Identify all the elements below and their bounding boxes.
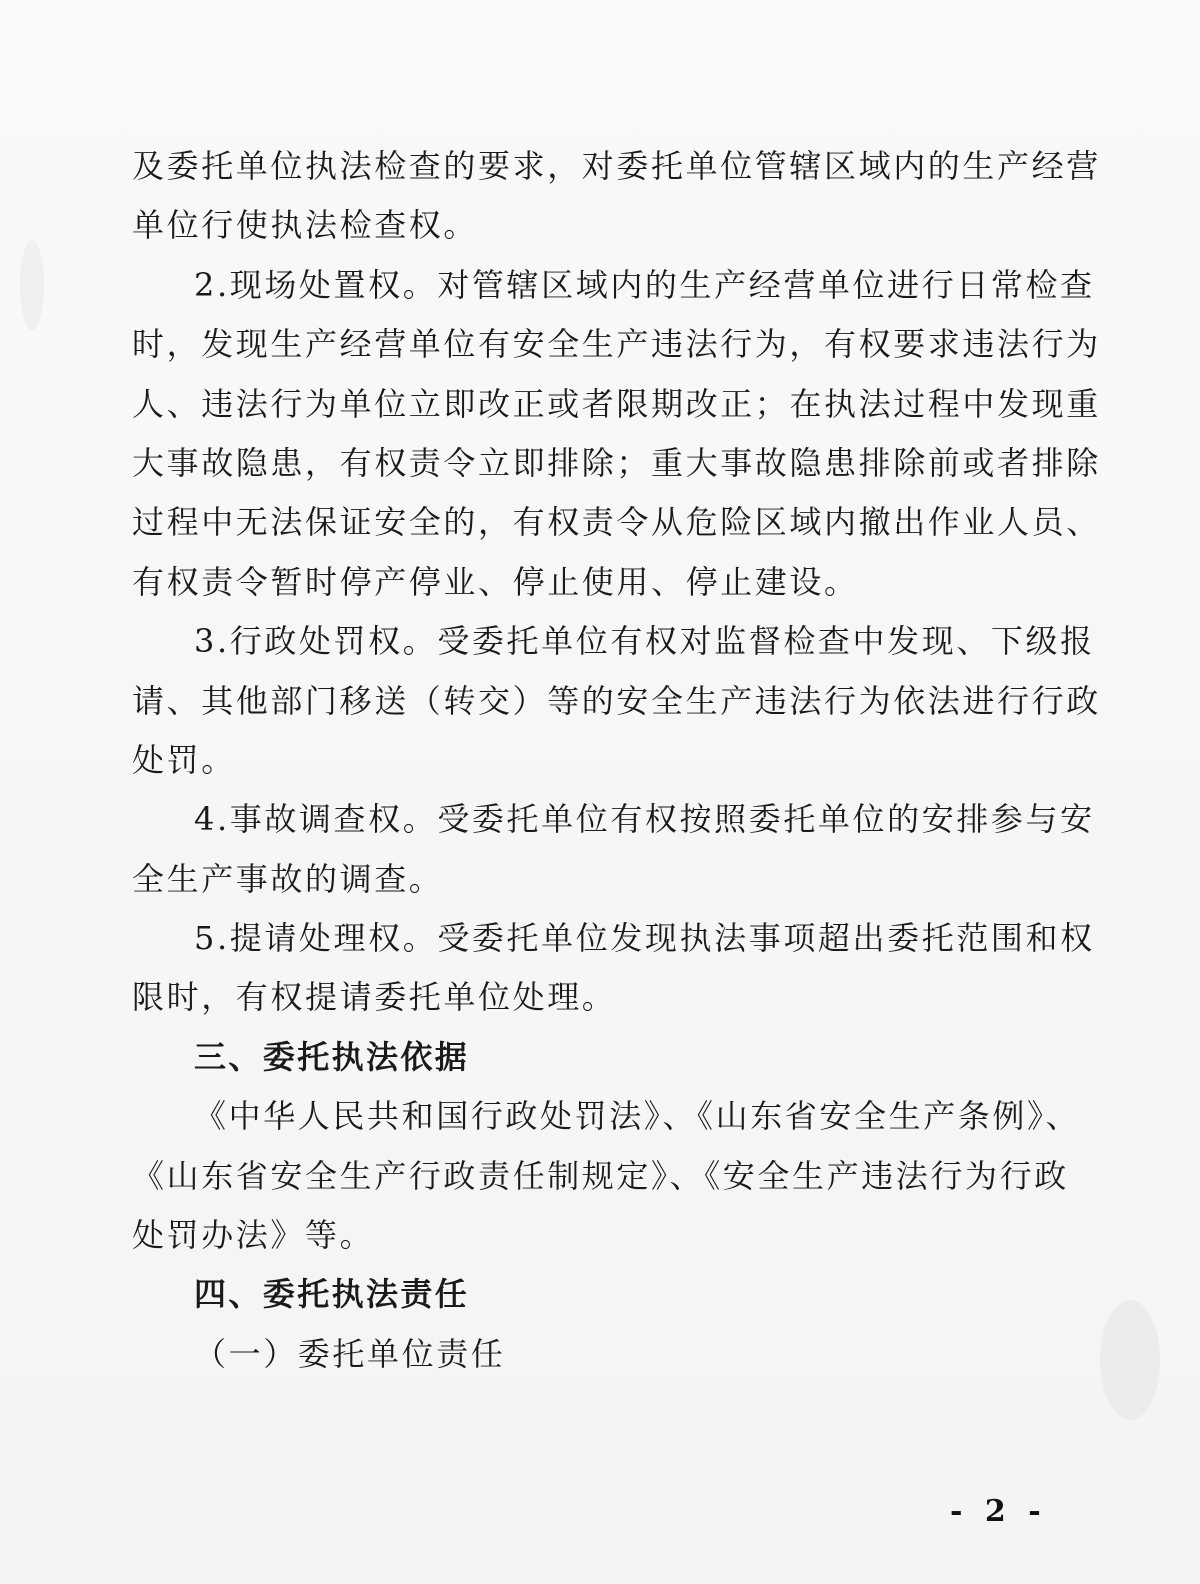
- body-line: 限时，有权提请委托单位处理。: [132, 978, 617, 1017]
- body-line: 及委托单位执法检查的要求，对委托单位管辖区域内的生产经营: [132, 147, 1101, 185]
- subsection-heading-1: （一）委托单位责任: [194, 1334, 506, 1373]
- paragraph-item-4-start: 4.事故调查权。受委托单位有权按照委托单位的安排参与安: [194, 800, 1095, 839]
- body-line: 单位行使执法检查权。: [132, 206, 479, 245]
- body-line: 大事故隐患，有权责令立即排除；重大事故隐患排除前或者排除: [132, 443, 1101, 482]
- body-line: 处罚。: [132, 740, 236, 779]
- page-number: - 2 -: [950, 1494, 1047, 1529]
- basis-paragraph-start: 《中华人民共和国行政处罚法》、《山东省安全生产条例》、: [194, 1097, 1081, 1136]
- body-line: 全生产事故的调查。: [132, 859, 444, 898]
- body-line: 请、其他部门移送（转交）等的安全生产违法行为依法进行行政: [132, 681, 1101, 720]
- section-heading-3: 三、委托执法依据: [194, 1037, 470, 1076]
- paragraph-item-3-start: 3.行政处罚权。受委托单位有权对监督检查中发现、下级报: [194, 622, 1095, 661]
- paragraph-item-5-start: 5.提请处理权。受委托单位发现执法事项超出委托范围和权: [194, 919, 1095, 958]
- scan-smudge: [20, 240, 44, 330]
- body-line: 人、违法行为单位立即改正或者限期改正；在执法过程中发现重: [132, 384, 1101, 423]
- body-line: 有权责令暂时停产停业、停止使用、停止建设。: [132, 562, 859, 601]
- body-line: 处罚办法》等。: [132, 1216, 375, 1255]
- document-body: [132, 137, 1101, 1384]
- paragraph-item-2-start: 2.现场处置权。对管辖区域内的生产经营单位进行日常检查: [194, 265, 1095, 304]
- body-line: 过程中无法保证安全的，有权责令从危险区域内撤出作业人员、: [132, 503, 1101, 542]
- body-line: 时，发现生产经营单位有安全生产违法行为，有权要求违法行为: [132, 325, 1101, 364]
- body-line: 《山东省安全生产行政责任制规定》、《安全生产违法行为行政: [132, 1156, 1069, 1195]
- scan-smudge: [1100, 1300, 1160, 1420]
- section-heading-4: 四、委托执法责任: [194, 1275, 470, 1314]
